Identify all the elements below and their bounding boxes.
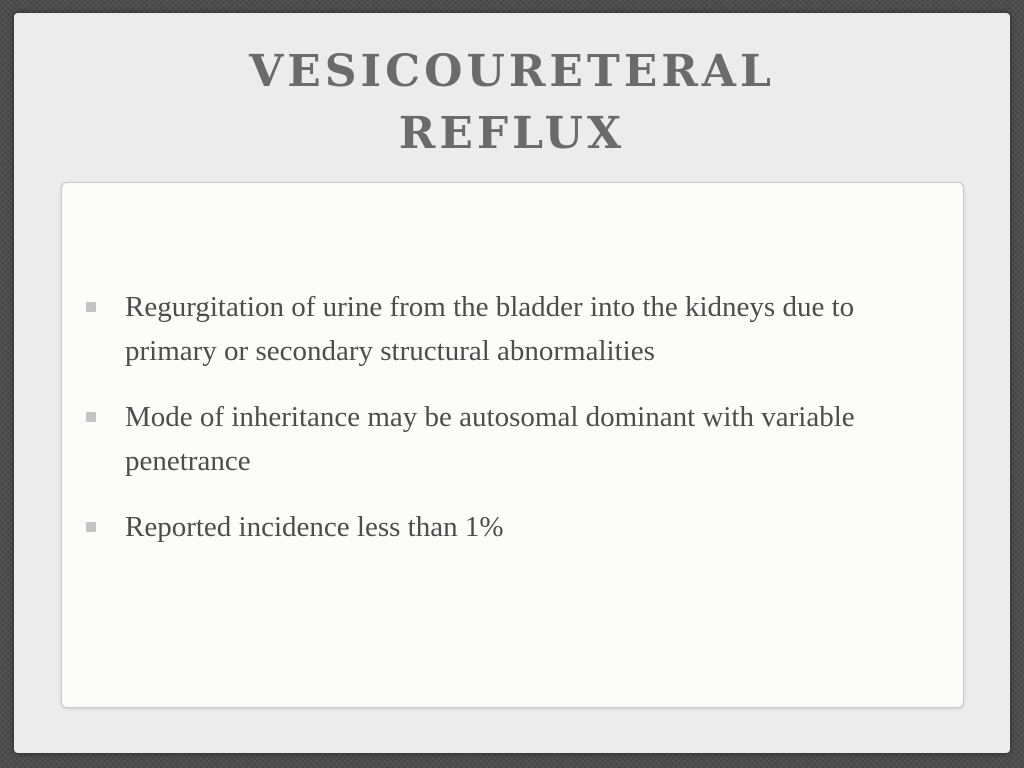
square-bullet-icon [86, 522, 96, 532]
bullet-item [62, 395, 963, 483]
slide-title [14, 41, 1010, 165]
slide-title-line: REFLUX [398, 108, 626, 159]
bullet-item [62, 285, 963, 373]
square-bullet-icon [86, 412, 96, 422]
square-bullet-icon [86, 302, 96, 312]
bullet-text: Regurgitation of urine from the bladder into the kidneys due to primary or secondary structural abnormalities [125, 291, 855, 367]
slide-title-line: VESICOURETERAL [249, 46, 775, 97]
bullet-text: Reported incidence less than 1% [125, 511, 504, 543]
slide [14, 13, 1010, 753]
bullet-item [62, 505, 963, 549]
content-box [61, 182, 964, 708]
bullet-text: Mode of inheritance may be autosomal dominant with variable penetrance [125, 401, 855, 477]
bullet-list [62, 285, 963, 571]
